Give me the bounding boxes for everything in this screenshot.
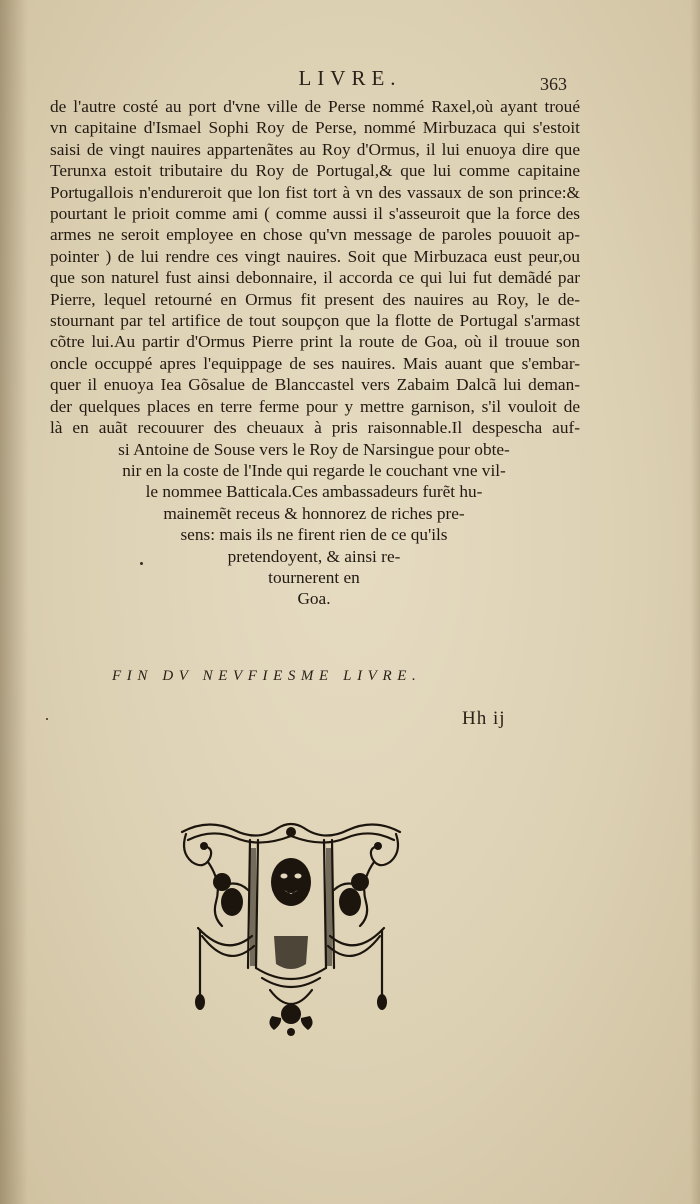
taper-line: pretendoyent, & ainsi re- <box>227 546 401 566</box>
book-explicit: FIN DV NEVFIESME LIVRE. <box>112 668 422 684</box>
text-line: là en auãt recouurer des cheuaux à pris raisonnable.Il despescha auf- <box>50 418 580 438</box>
text-line: quer il enuoya Iea Gõsalue de Blanccastel vers Zabaim Dalcã lui deman- <box>50 375 580 395</box>
text-line: vn capitaine d'Ismael Sophi Roy de Perse, nommé Mirbuzaca qui s'estoit <box>50 118 580 138</box>
text-line: saisi de vingt nauires appartenãtes au Roy d'Ormus, il lui enuoya dire que <box>50 139 580 159</box>
text-line: stournant par tel artifice de tout soupçon que la flotte de Portugal s'armast <box>50 311 580 331</box>
text-line: Portugallois n'endureroit que lon fist tort à vn des vassaux de son prince:& <box>50 182 580 202</box>
taper-line: sens: mais ils ne firent rien de ce qu'ils <box>180 525 448 545</box>
taper-line: si Antoine de Souse vers le Roy de Narsingue pour obte- <box>118 439 510 459</box>
text-line: Pierre, lequel retourné en Ormus fit present des nauires au Roy, le de- <box>50 289 580 309</box>
ink-speck <box>46 718 48 720</box>
text-line: cõtre lui.Au partir d'Ormus Pierre print la route de Goa, où il trouue son <box>50 332 580 352</box>
body-text <box>50 96 580 610</box>
text-line: der quelques places en terre ferme pour y mettre garnison, s'il vouloit de <box>50 396 580 416</box>
taper-line: tournerent en <box>268 567 360 587</box>
page-number: 363 <box>540 74 567 94</box>
text-line: pourtant le prioit comme ami ( comme aussi il s'asseuroit que la force des <box>50 204 580 224</box>
text-line: armes ne seroit employee en chose qu'vn message de paroles pouuoit ap- <box>50 225 580 245</box>
taper-line: nir en la coste de l'Inde qui regarde le couchant vne vil- <box>122 460 506 480</box>
signature-mark: Hh ij <box>462 708 506 729</box>
page-edge-shadow <box>690 0 700 1204</box>
printer-ornament-icon <box>178 818 404 1040</box>
running-head: LIVRE. <box>298 66 402 90</box>
text-line: que son naturel fust ainsi debonnaire, il accorda ce qui lui fut demãdé par <box>50 268 580 288</box>
text-line: Terunxa estoit tributaire du Roy de Portugal,& que lui comme capitaine <box>50 161 580 181</box>
gutter-shadow <box>0 0 28 1204</box>
taper-line: le nommee Batticala.Ces ambassadeurs furẽt hu- <box>145 482 483 502</box>
taper-line: Goa. <box>297 589 331 609</box>
text-line: de l'autre costé au port d'vne ville de Perse nommé Raxel,où ayant troué <box>50 97 580 116</box>
taper-line: mainemẽt receus & honnorez de riches pre- <box>163 503 465 523</box>
text-line: pointer ) de lui rendre ces vingt nauires. Soit que Mirbuzaca eust peur,ou <box>50 246 580 266</box>
ink-speck <box>140 562 143 565</box>
text-line: oncle occuppé apres l'equippage de ses nauires. Mais auant que s'embar- <box>50 353 580 373</box>
